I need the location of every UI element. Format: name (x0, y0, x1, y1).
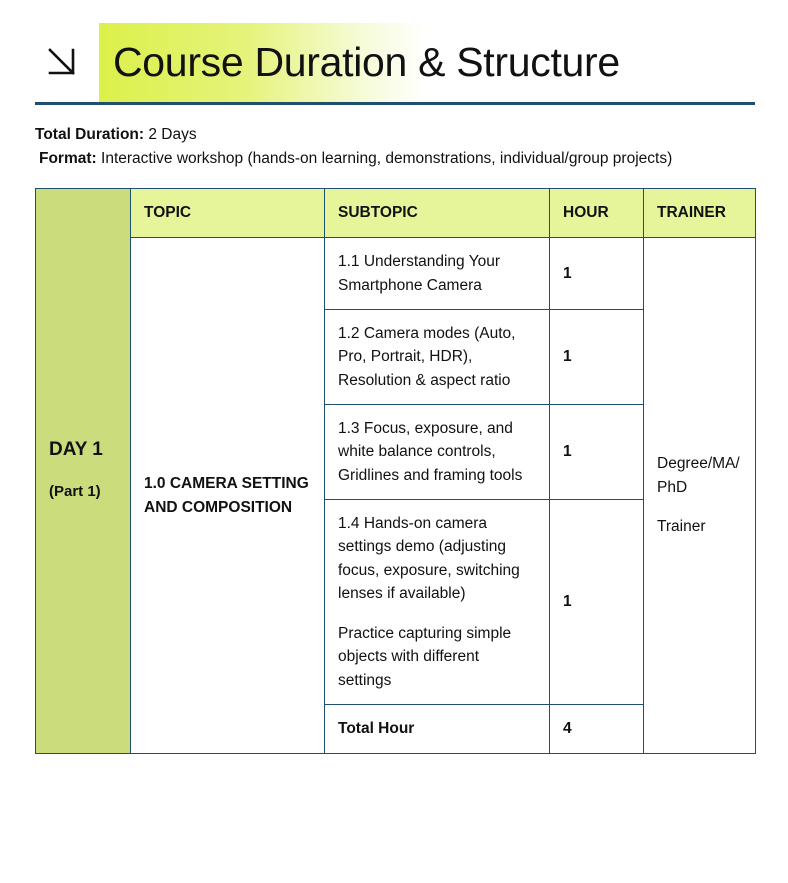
header-hour: HOUR (550, 189, 644, 238)
header-topic: TOPIC (131, 189, 325, 238)
title-divider (35, 102, 755, 105)
day-title: DAY 1 (49, 439, 103, 461)
day-cell (36, 189, 131, 754)
subtopic-cell (325, 500, 550, 705)
duration-value: 2 Days (148, 126, 197, 143)
total-value: 4 (550, 705, 644, 754)
topic-cell: 1.0 CAMERA SETTING AND COMPOSITION (131, 238, 325, 754)
header-subtopic: SUBTOPIC (325, 189, 550, 238)
table-row (36, 238, 756, 310)
hour-cell: 1 (550, 500, 644, 705)
day-part: (Part 1) (49, 483, 101, 501)
format-line (39, 149, 672, 169)
subtopic-cell (325, 310, 550, 405)
subtopic-text: 1.3 Focus, exposure, and white balance controls, Gridlines and framing tools (338, 419, 523, 484)
duration-label: Total Duration: (35, 126, 145, 143)
hour-cell: 1 (550, 238, 644, 310)
table-header-row (36, 189, 756, 238)
hour-cell: 1 (550, 310, 644, 405)
arrow-down-right-icon (44, 44, 78, 78)
subtopic-text: 1.2 Camera modes (Auto, Pro, Portrait, HDR), Resolution & aspect ratio (338, 324, 516, 389)
hour-cell: 1 (550, 405, 644, 500)
course-table (35, 188, 756, 754)
subtopic-text: Practice capturing simple objects with different settings (338, 624, 512, 689)
format-label: Format: (39, 150, 97, 167)
trainer-cell (644, 238, 756, 754)
trainer-qualification: Degree/MA/ PhD (657, 455, 740, 496)
subtopic-cell (325, 238, 550, 310)
duration-line (35, 125, 197, 145)
subtopic-text: 1.4 Hands-on camera settings demo (adjusting focus, exposure, switching lenses if available) (338, 514, 520, 603)
subtopic-cell (325, 405, 550, 500)
total-label: Total Hour (325, 705, 550, 754)
header-trainer: TRAINER (644, 189, 756, 238)
trainer-role: Trainer (657, 518, 706, 536)
format-value: Interactive workshop (hands-on learning, demonstrations, individual/group projects) (101, 150, 673, 167)
page-title: Course Duration & Structure (113, 39, 620, 85)
subtopic-text: 1.1 Understanding Your Smartphone Camera (338, 253, 501, 294)
